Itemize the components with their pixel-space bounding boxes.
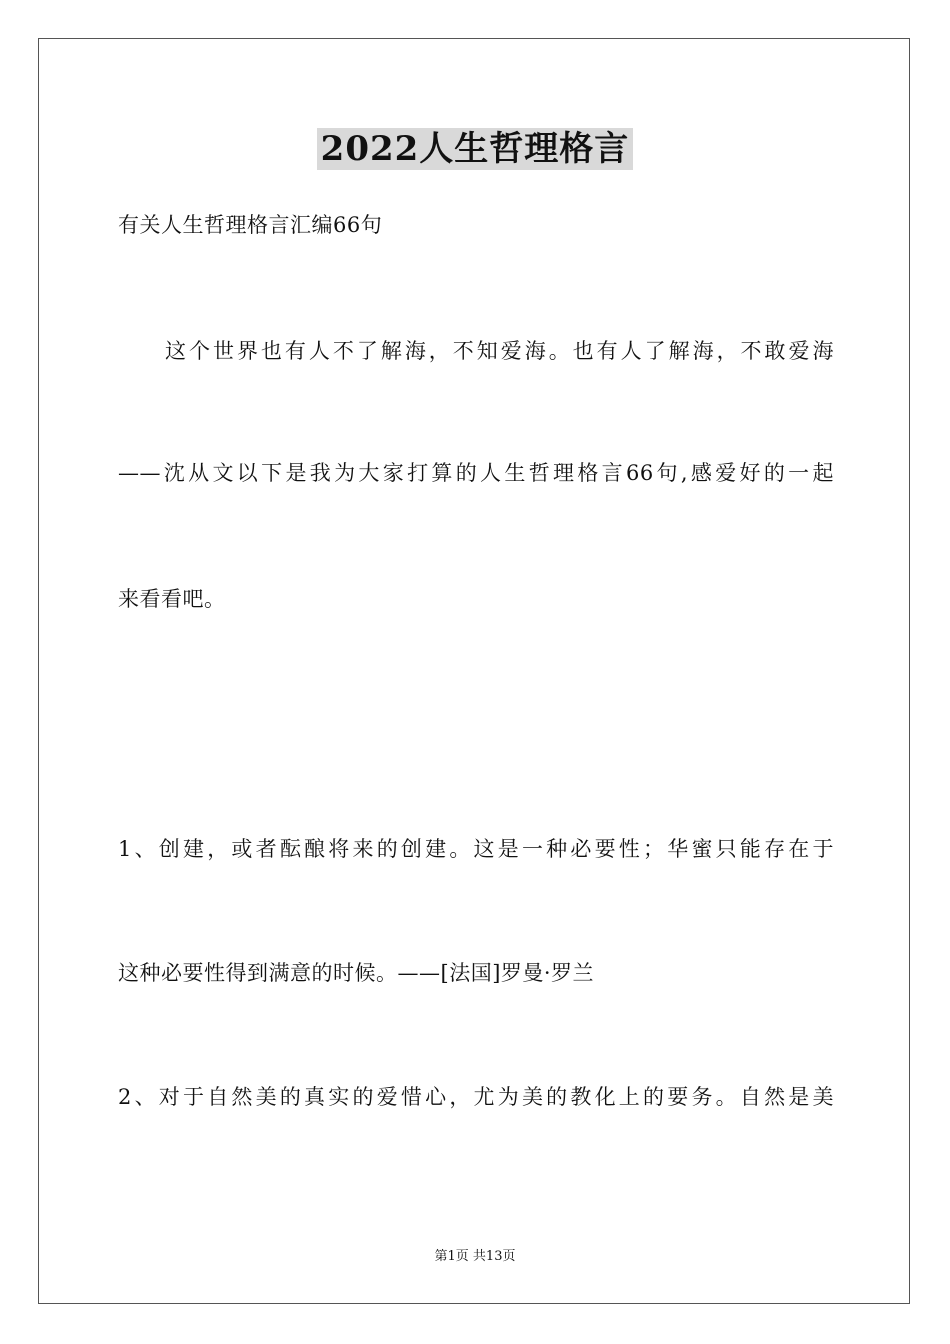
paragraph-line-2: ——沈从文以下是我为大家打算的人生哲理格言66句,感爱好的一起 xyxy=(118,461,834,485)
quote-1-line-2: 这种必要性得到满意的时候。——[法国]罗曼·罗兰 xyxy=(118,961,595,985)
paragraph-line-3: 来看看吧。 xyxy=(118,587,226,611)
page-footer: 第1页 共13页 xyxy=(434,1249,516,1264)
document-title: 2022人生哲理格言 xyxy=(317,128,634,170)
quote-1-line-1: 1、创建，或者酝酿将来的创建。这是一种必要性；华蜜只能存在于 xyxy=(118,837,834,861)
document-subtitle: 有关人生哲理格言汇编66句 xyxy=(118,213,383,237)
title-container xyxy=(0,128,950,170)
paragraph-line-1: 这个世界也有人不了解海，不知爱海。也有人了解海，不敢爱海 xyxy=(165,339,834,363)
quote-2-line-1: 2、对于自然美的真实的爱惜心，尤为美的教化上的要务。自然是美 xyxy=(118,1085,834,1109)
